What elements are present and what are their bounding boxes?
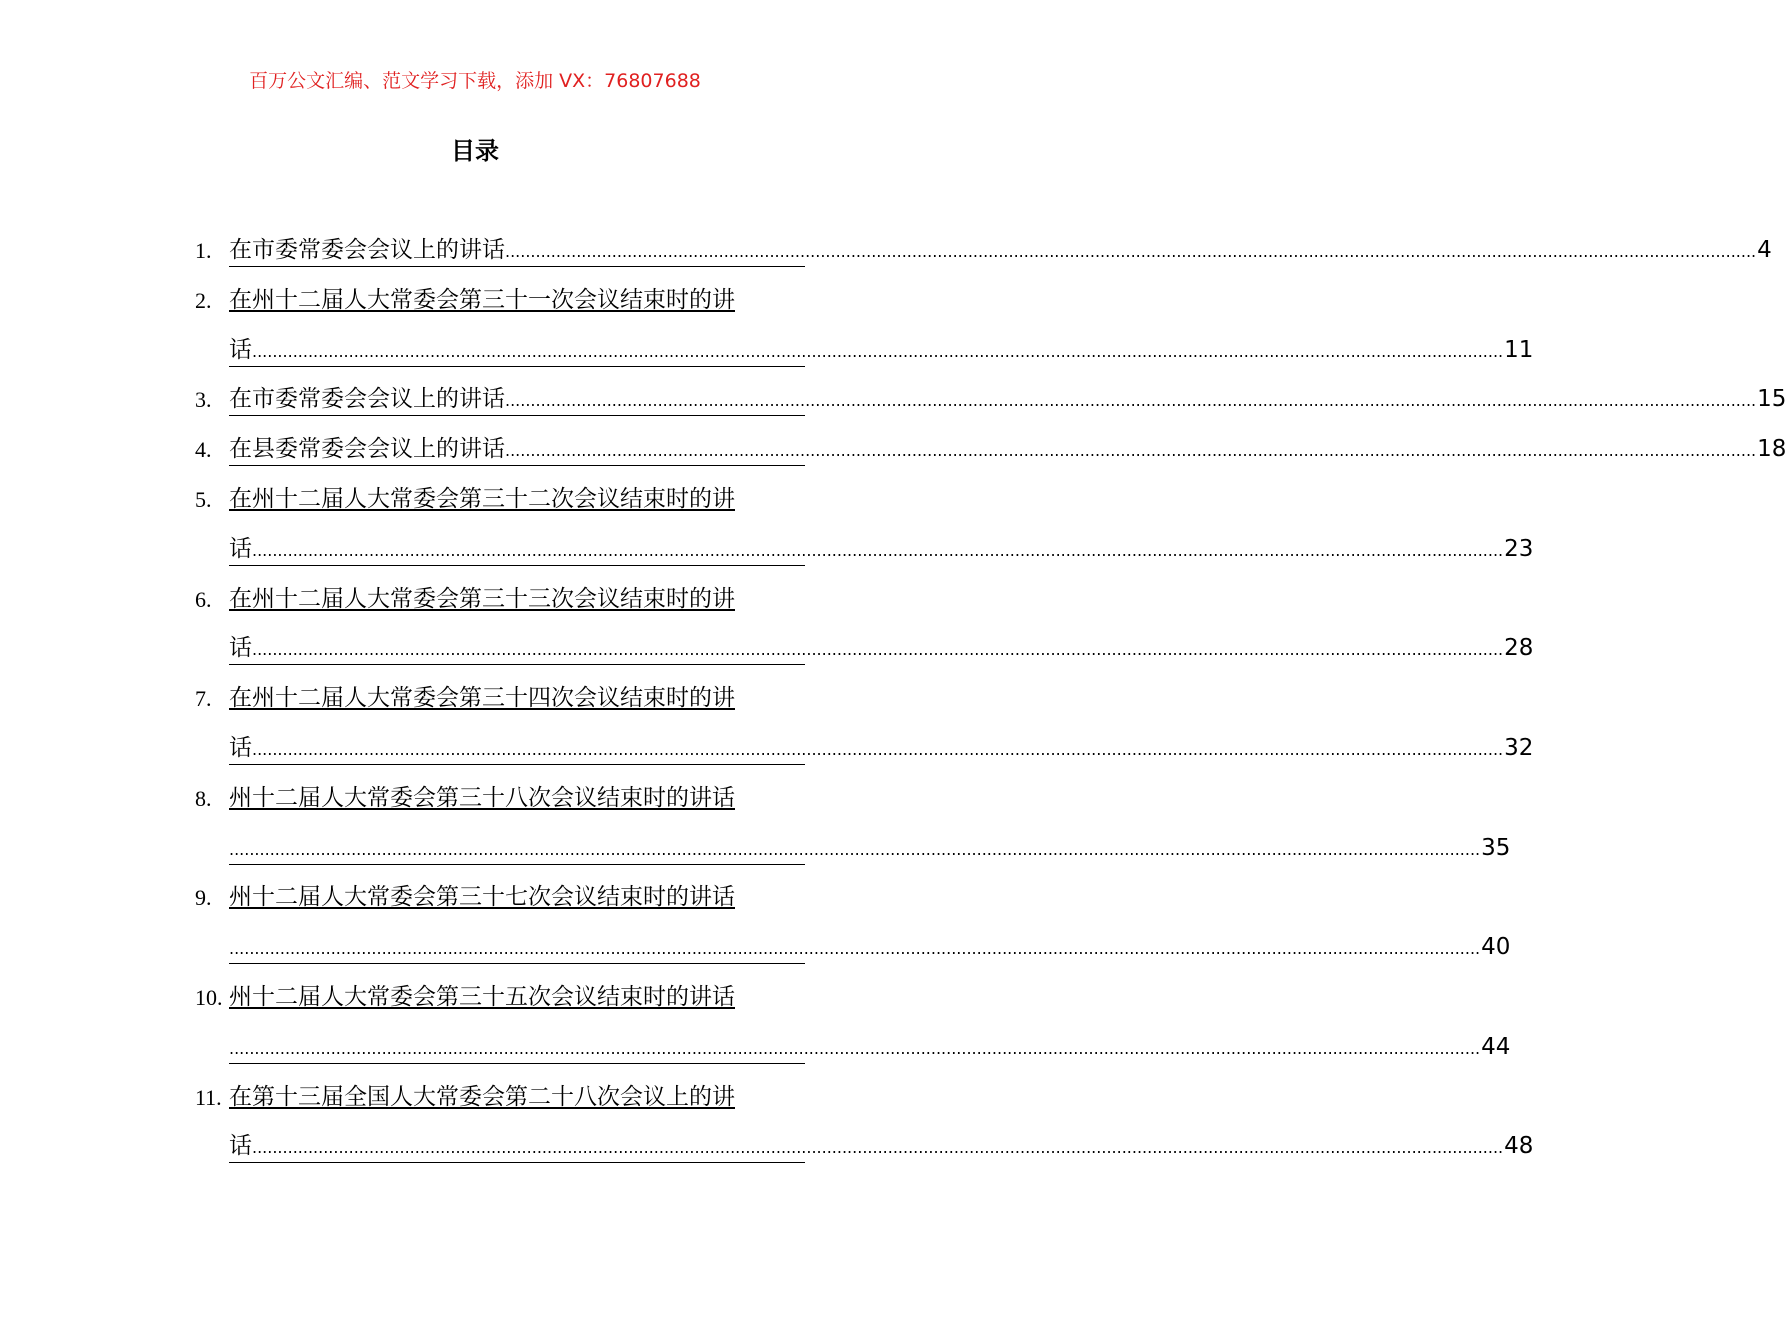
toc-entry-number: 3. — [195, 387, 212, 413]
toc-entry-number: 2. — [195, 287, 212, 313]
toc-entry-number: 9. — [195, 885, 212, 911]
toc-entry-title[interactable]: 在第十三届全国人大常委会第二十八次会议上的讲 — [229, 1083, 735, 1110]
toc-dot-leader: ...................................................................................................................................................................................................................................................... — [505, 441, 1757, 461]
toc-entry-link[interactable] — [229, 832, 1511, 865]
toc-page-number: 48 — [1504, 1133, 1534, 1160]
toc-entry-link[interactable] — [229, 433, 1786, 466]
toc-entry-link[interactable] — [229, 931, 1511, 964]
toc-entry[interactable] — [0, 674, 1534, 774]
toc-entry-title: 在市委常委会会议上的讲话 — [229, 237, 505, 263]
toc-entry-link[interactable] — [229, 732, 1534, 765]
toc-entry-number: 10. — [195, 984, 223, 1010]
toc-entry-link[interactable] — [229, 533, 1534, 566]
toc-entry-link[interactable] — [229, 632, 1534, 665]
toc-dot-leader: ...................................................................................................................................................................................................................................................... — [252, 341, 1504, 361]
toc-page-number: 40 — [1481, 934, 1511, 961]
toc-entry-number: 8. — [195, 785, 212, 811]
toc-entry[interactable] — [0, 774, 1511, 874]
toc-entry-number: 5. — [195, 486, 212, 512]
toc-dot-leader: ...................................................................................................................................................................................................................................................... — [252, 1138, 1504, 1158]
toc-entry-number: 6. — [195, 586, 212, 612]
table-of-contents — [0, 226, 1786, 1172]
toc-entry-number: 1. — [195, 238, 212, 263]
toc-entry[interactable] — [0, 1073, 1534, 1173]
toc-entry-title: 话 — [229, 336, 252, 363]
toc-dot-leader: ...................................................................................................................................................................................................................................................... — [252, 739, 1504, 759]
toc-entry-link[interactable] — [229, 1130, 1534, 1163]
toc-dot-leader: ...................................................................................................................................................................................................................................................... — [505, 391, 1757, 411]
toc-entry-number: 11. — [195, 1084, 222, 1110]
toc-page-number: 23 — [1504, 535, 1534, 562]
toc-page-number: 35 — [1481, 834, 1511, 861]
toc-entry-number: 4. — [195, 437, 212, 463]
toc-dot-leader: ...................................................................................................................................................................................................................................................... — [229, 939, 1481, 959]
toc-entry-title[interactable]: 州十二届人大常委会第三十五次会议结束时的讲话 — [229, 983, 735, 1010]
toc-entry-link[interactable] — [229, 1031, 1511, 1064]
toc-page-number: 18 — [1757, 436, 1786, 463]
toc-entry[interactable] — [0, 276, 1534, 376]
toc-entry-title[interactable]: 州十二届人大常委会第三十七次会议结束时的讲话 — [229, 884, 735, 911]
toc-entry-title[interactable]: 在州十二届人大常委会第三十二次会议结束时的讲 — [229, 485, 735, 512]
page-title: 目录 — [451, 137, 499, 165]
toc-dot-leader: ...................................................................................................................................................................................................................................................... — [252, 540, 1504, 560]
toc-dot-leader: ...................................................................................................................................................................................................................................................... — [252, 640, 1504, 660]
toc-entry-title: 话 — [229, 734, 252, 761]
toc-dot-leader: ...................................................................................................................................................................................................................................................... — [229, 1038, 1481, 1058]
toc-dot-leader: ...................................................................................................................................................................................................................................................... — [229, 839, 1481, 859]
toc-dot-leader: ...................................................................................................................................................................................................................................................... — [505, 242, 1757, 261]
toc-page-number: 15 — [1757, 386, 1786, 413]
toc-entry-link[interactable] — [229, 234, 1772, 267]
toc-entry-title[interactable]: 州十二届人大常委会第三十八次会议结束时的讲话 — [229, 784, 735, 811]
toc-entry-title[interactable]: 在州十二届人大常委会第三十一次会议结束时的讲 — [229, 286, 735, 313]
toc-entry-title: 在市委常委会会议上的讲话 — [229, 386, 505, 413]
toc-entry-title: 话 — [229, 535, 252, 562]
toc-entry-title[interactable]: 在州十二届人大常委会第三十四次会议结束时的讲 — [229, 685, 735, 712]
toc-entry[interactable] — [0, 973, 1511, 1073]
toc-entry[interactable] — [0, 425, 1786, 475]
toc-entry-number: 7. — [195, 686, 212, 712]
toc-entry-link[interactable] — [229, 334, 1534, 367]
toc-entry[interactable] — [0, 375, 1786, 425]
toc-page-number: 11 — [1504, 336, 1534, 363]
toc-entry-title: 话 — [229, 635, 252, 662]
toc-entry-title: 话 — [229, 1133, 252, 1160]
toc-page-number: 44 — [1481, 1033, 1511, 1060]
toc-page-number: 4 — [1757, 237, 1772, 263]
toc-page-number: 28 — [1504, 635, 1534, 662]
page-header-notice: 百万公文汇编、范文学习下载，添加 VX：76807688 — [249, 70, 701, 92]
toc-entry[interactable] — [0, 873, 1511, 973]
toc-entry-link[interactable] — [229, 383, 1786, 416]
toc-entry[interactable] — [0, 226, 1772, 276]
toc-entry-title: 在县委常委会会议上的讲话 — [229, 436, 505, 463]
toc-page-number: 32 — [1504, 734, 1534, 761]
toc-entry-title[interactable]: 在州十二届人大常委会第三十三次会议结束时的讲 — [229, 585, 735, 612]
toc-entry[interactable] — [0, 475, 1534, 575]
toc-entry[interactable] — [0, 575, 1534, 675]
